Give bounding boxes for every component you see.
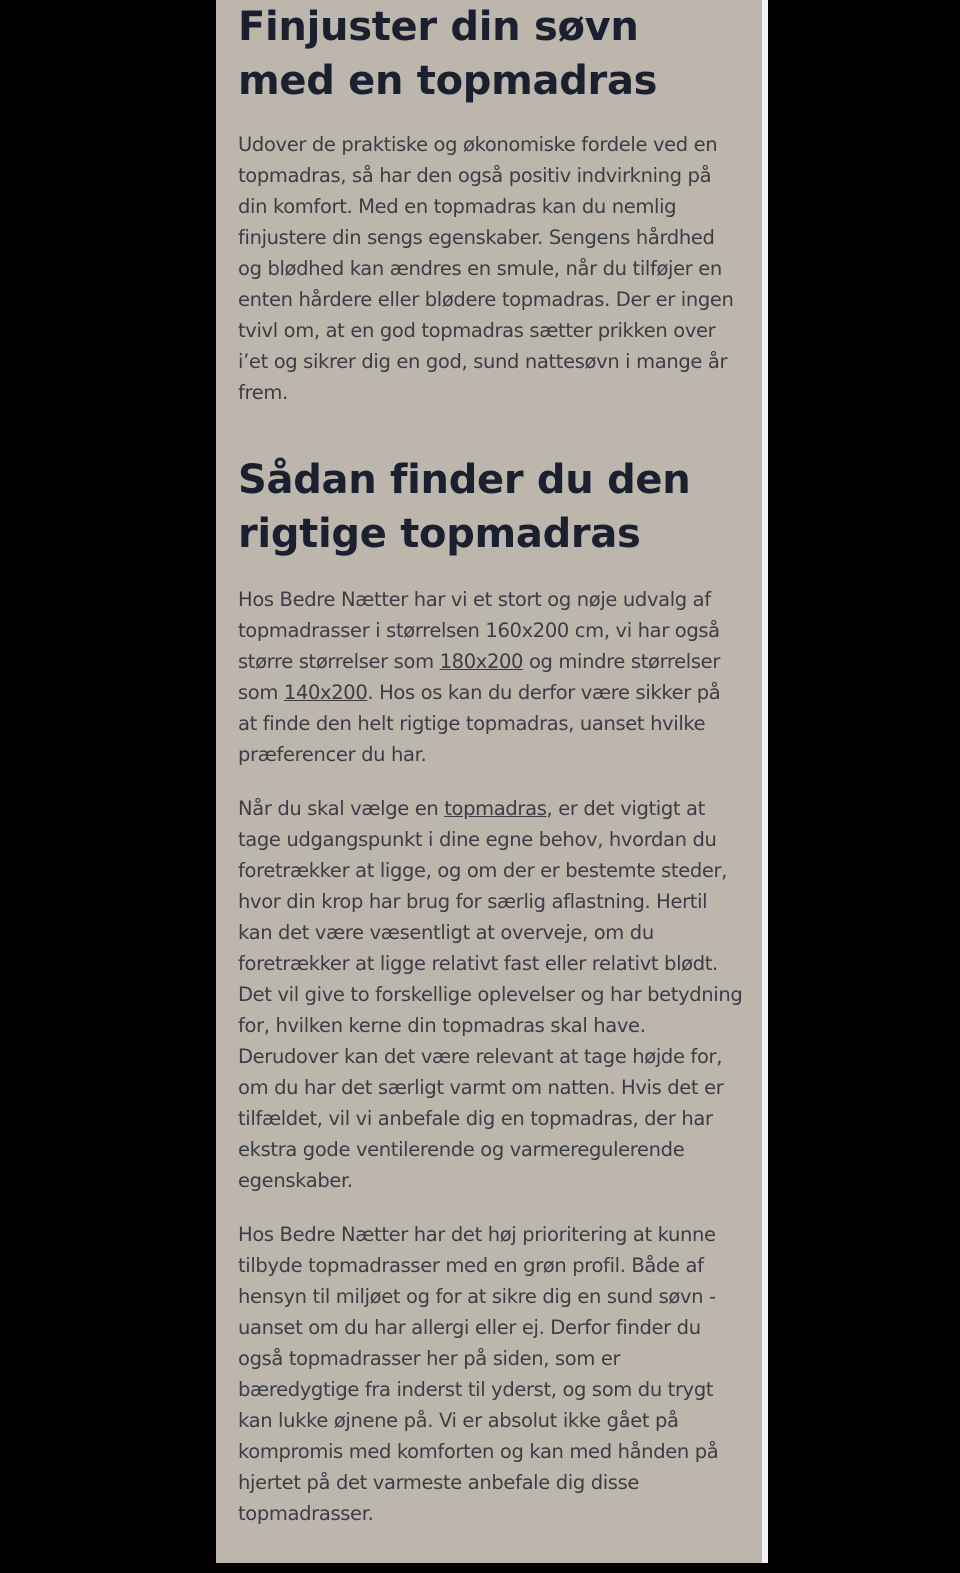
- link-topmadras[interactable]: topmadras: [444, 797, 547, 820]
- paragraph-udvalg-text-a: Hos Bedre Nætter har vi et stort og nøje udvalg af topmadrasser i størrelsen 160x200 cm, vi har også større størrelser som: [238, 588, 720, 673]
- paragraph-groen-profil: Hos Bedre Nætter har det høj prioritering at kunne tilbyde topmadrasser med en grøn profil. Både af hensyn til miljøet og for at sikre dig en sund søvn - uanset om du har allergi eller ej. Derfor finder du også topmadrasser her på siden, som er bæredygtige fra inderst til yderst, og som du trygt kan lukke øjnene på. Vi er absolut ikke gået på kompromis med komforten og kan med hånden på hjertet på det varmeste anbefale dig disse topmadrasser.: [238, 1223, 719, 1525]
- paragraph-udvalg-text-c: . Hos os kan du derfor være sikker på at finde den helt rigtige topmadras, uanset hvilke præferencer du har.: [238, 681, 721, 766]
- heading-finjuster: Finjuster din søvn med en topmadras: [238, 4, 658, 104]
- heading-saadan-finder: Sådan finder du den rigtige topmadras: [238, 457, 691, 557]
- paragraph-udvalg: [238, 584, 743, 770]
- article-page: [216, 0, 762, 1563]
- link-140x200[interactable]: 140x200: [283, 681, 368, 704]
- paragraph-vaelge-text-a: Når du skal vælge en: [238, 797, 445, 820]
- paragraph-finjuster: Udover de praktiske og økonomiske fordele ved en topmadras, så har den også positiv indvirkning på din komfort. Med en topmadras kan du nemlig finjustere din sengs egenskaber. Sengens hårdhed og blødhed kan ændres en smule, når du tilføjer en enten hårdere eller blødere topmadras. Der er ingen tvivl om, at en god topmadras sætter prikken over i’et og sikrer dig en god, sund nattesøvn i mange år frem.: [238, 133, 734, 404]
- page-edge: [762, 0, 768, 1563]
- paragraph-vaelge-text-b: , er det vigtigt at tage udgangspunkt i dine egne behov, hvordan du foretrækker at ligge, og om der er bestemte steder, hvor din krop har brug for særlig aflastning. Hertil kan det være væsentligt at overveje, om du foretrækker at ligge relativt fast eller relativt blødt. Det vil give to forskellige oplevelser og har betydning for, hvilken kerne din topmadras skal have. Derudover kan det være relevant at tage højde for, om du har det særligt varmt om natten. Hvis det er tilfældet, vil vi anbefale dig en topmadras, der har ekstra gode ventilerende og varmeregulerende egenskaber.: [238, 797, 743, 1192]
- link-180x200[interactable]: 180x200: [439, 650, 524, 673]
- paragraph-vaelge: [238, 793, 743, 1196]
- paragraph-udvalg-text-b: og mindre størrelser som: [238, 650, 720, 704]
